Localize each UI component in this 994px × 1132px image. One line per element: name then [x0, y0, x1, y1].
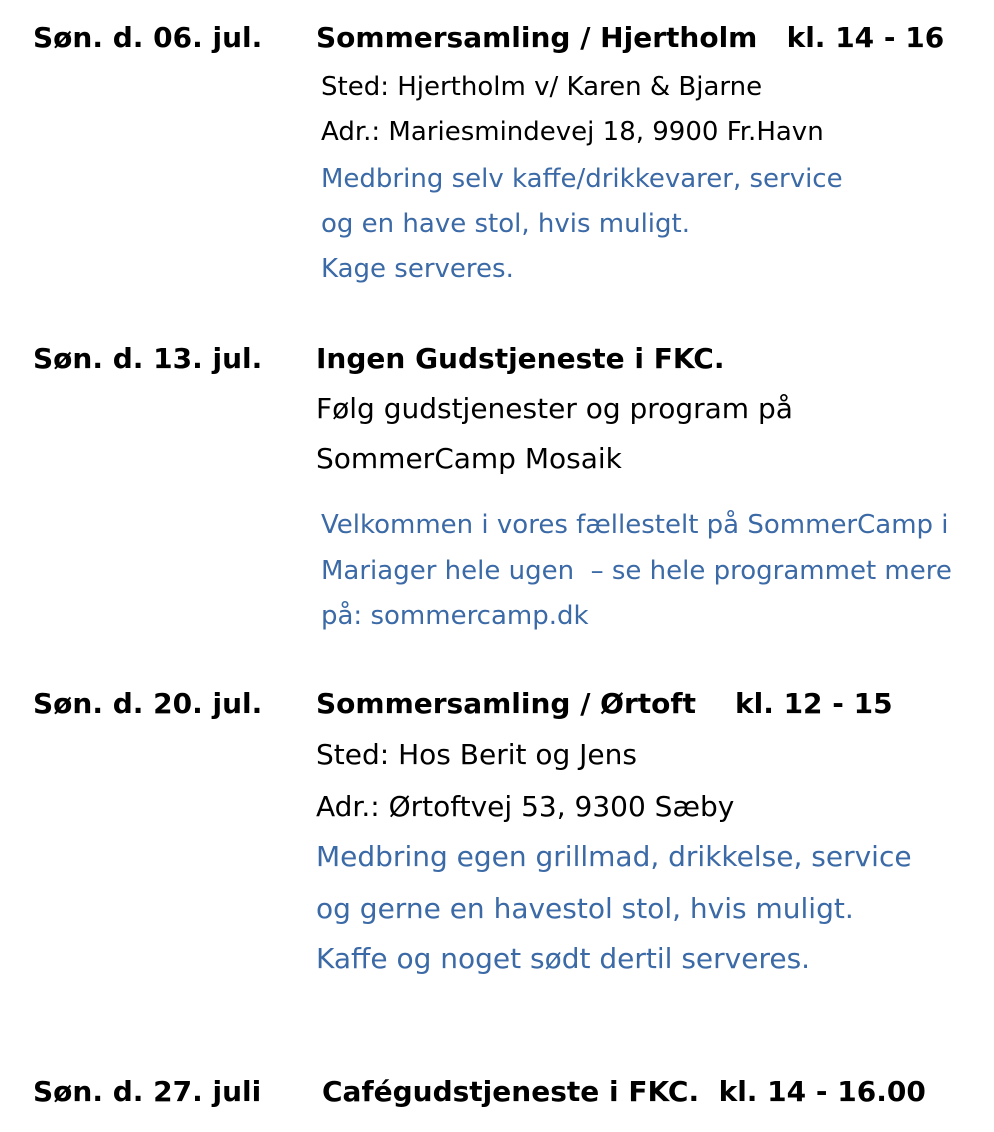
event-note-line: Medbring selv kaffe/drikkevarer, service [321, 164, 843, 194]
event-title: Sommersamling / Ørtoft kl. 12 - 15 [316, 687, 893, 720]
event-date: Søn. d. 20. jul. [33, 687, 263, 720]
event-detail-line: Følg gudstjenester og program på [316, 392, 793, 425]
event-address: Adr.: Ørtoftvej 53, 9300 Sæby [316, 790, 735, 823]
event-title: Sommersamling / Hjertholm kl. 14 - 16 [316, 21, 945, 54]
event-title: Ingen Gudstjeneste i FKC. [316, 342, 725, 375]
event-location: Sted: Hjertholm v/ Karen & Bjarne [321, 72, 763, 102]
event-date: Søn. d. 13. jul. [33, 342, 263, 375]
event-location: Sted: Hos Berit og Jens [316, 738, 637, 771]
event-title: Cafégudstjeneste i FKC. kl. 14 - 16.00 [322, 1075, 926, 1108]
event-date: Søn. d. 27. juli [33, 1075, 262, 1108]
event-note-line: Kaffe og noget sødt dertil serveres. [316, 942, 811, 975]
event-note-line: Velkommen i vores fællestelt på SommerCamp i [321, 510, 949, 540]
event-note-line: Mariager hele ugen – se hele programmet mere [321, 556, 952, 586]
event-note-line: Medbring egen grillmad, drikkelse, service [316, 840, 912, 873]
event-address: Adr.: Mariesmindevej 18, 9900 Fr.Havn [321, 117, 824, 147]
event-note-line: og gerne en havestol stol, hvis muligt. [316, 892, 854, 925]
event-note-line: Kage serveres. [321, 254, 514, 284]
event-detail-line: SommerCamp Mosaik [316, 442, 622, 475]
event-note-line: på: sommercamp.dk [321, 601, 589, 631]
event-note-line: og en have stol, hvis muligt. [321, 209, 690, 239]
event-date: Søn. d. 06. jul. [33, 21, 263, 54]
